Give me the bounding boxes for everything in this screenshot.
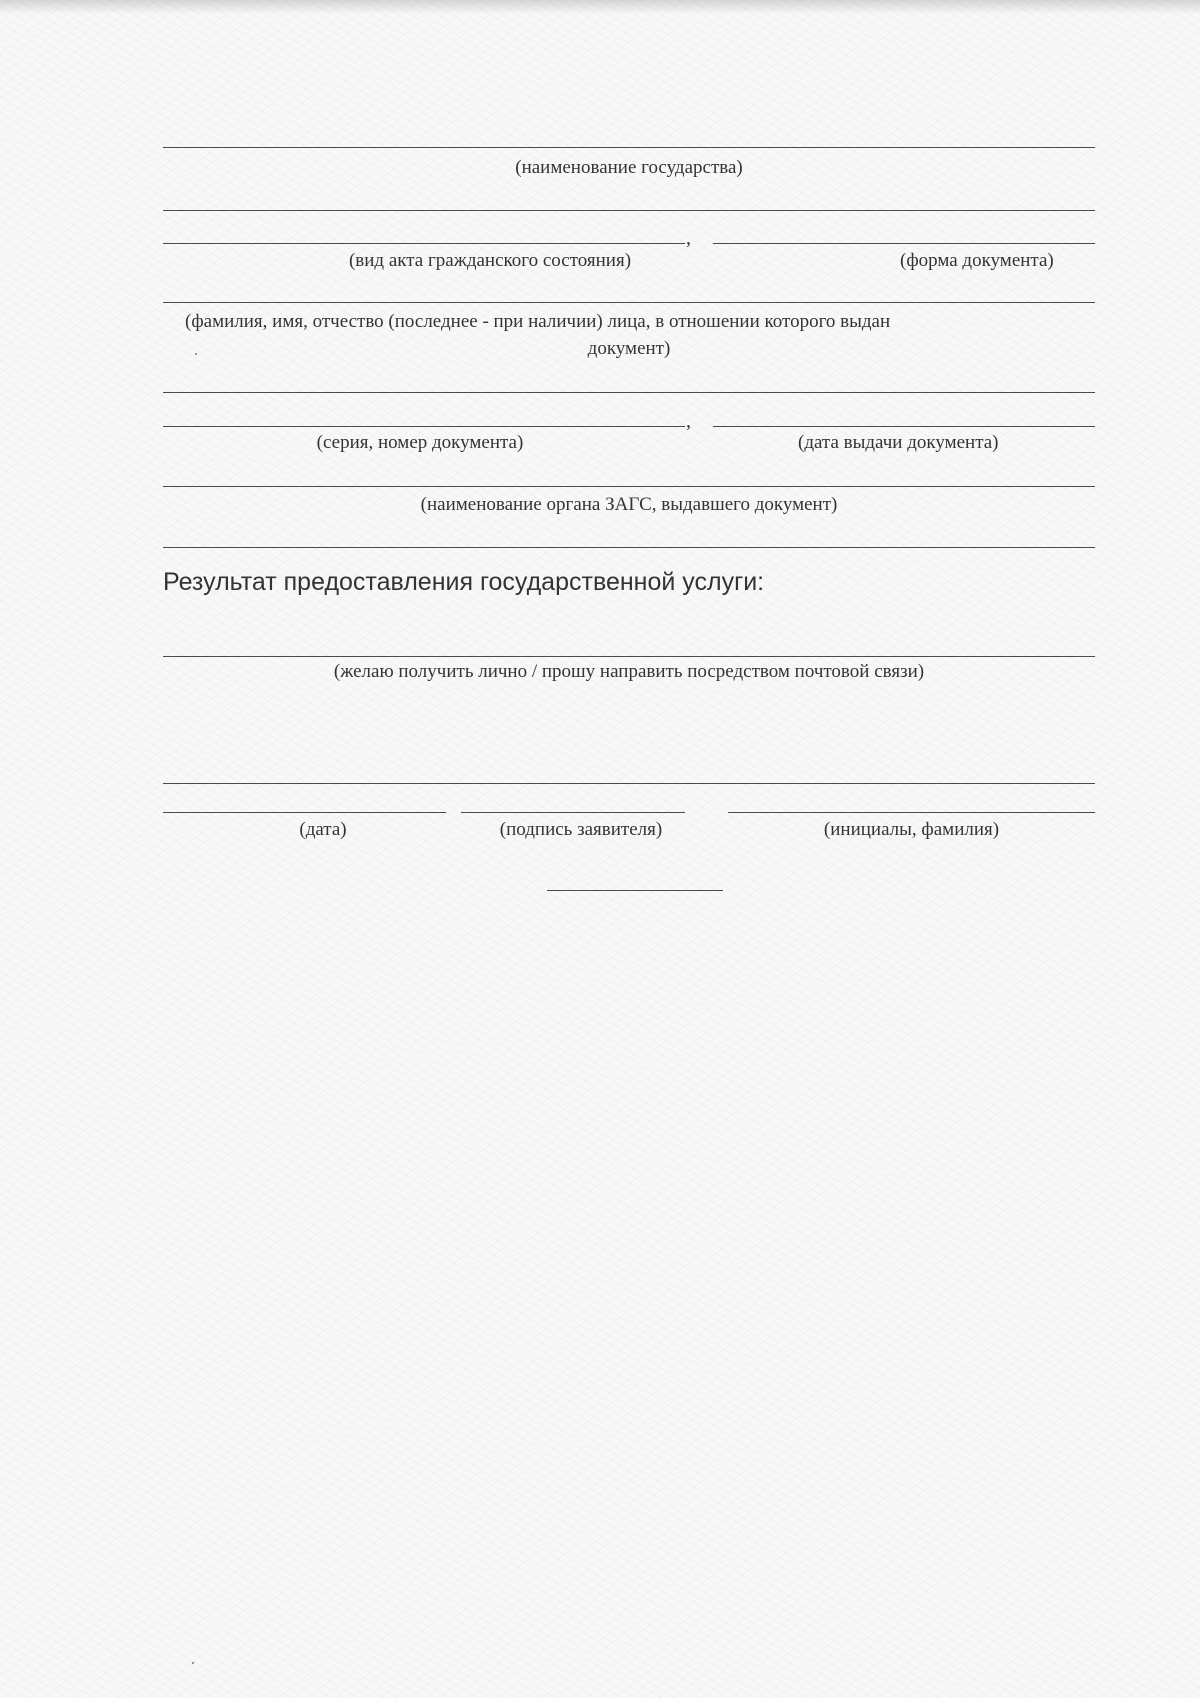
delivery-method-caption: (желаю получить лично / прошу направить посредством почтовой связи) — [333, 661, 925, 682]
issue-date-field-line[interactable] — [713, 426, 1095, 427]
doc-series-number-caption: (серия, номер документа) — [316, 432, 524, 453]
initials-surname-field-line[interactable] — [728, 812, 1095, 813]
comma-separator: , — [686, 410, 691, 432]
date-field-line[interactable] — [163, 812, 446, 813]
applicant-signature-field-line[interactable] — [461, 812, 685, 813]
doc-series-number-field-line[interactable] — [163, 426, 685, 427]
zags-office-caption: (наименование органа ЗАГС, выдавшего документ) — [420, 494, 838, 515]
issue-date-caption: (дата выдачи документа) — [798, 432, 999, 453]
state-name-caption: (наименование государства) — [515, 157, 743, 178]
separator-line — [163, 210, 1095, 211]
document-form-field-line[interactable] — [713, 243, 1095, 244]
scan-edge-shadow — [0, 0, 1200, 14]
applicant-signature-caption: (подпись заявителя) — [499, 819, 663, 840]
separator-line — [163, 392, 1095, 393]
delivery-method-field-line[interactable] — [163, 656, 1095, 657]
zags-office-field-line[interactable] — [163, 486, 1095, 487]
result-heading: Результат предоставления государственной услуги: — [163, 568, 765, 596]
scan-speck — [192, 1662, 194, 1664]
person-name-field-line[interactable] — [163, 302, 1095, 303]
state-name-field-line[interactable] — [163, 147, 1095, 148]
initials-surname-caption: (инициалы, фамилия) — [823, 819, 1000, 840]
scan-speck — [195, 353, 197, 355]
act-type-caption: (вид акта гражданского состояния) — [348, 250, 632, 271]
act-type-field-line[interactable] — [163, 243, 685, 244]
separator-line — [163, 547, 1095, 548]
date-caption: (дата) — [299, 819, 347, 840]
short-underline — [547, 890, 723, 891]
comma-separator: , — [686, 227, 691, 249]
person-name-caption-line1: (фамилия, имя, отчество (последнее - при наличии) лица, в отношении которого выдан — [185, 311, 891, 332]
separator-line — [163, 783, 1095, 784]
person-name-caption-line2: документ) — [587, 338, 671, 359]
document-form-caption: (форма документа) — [900, 250, 1054, 271]
